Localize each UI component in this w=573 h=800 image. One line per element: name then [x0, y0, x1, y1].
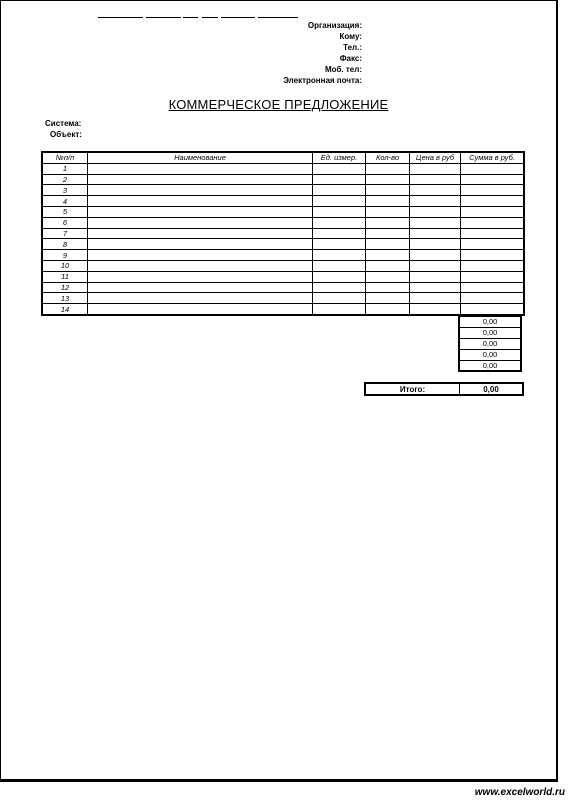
table-row [42, 271, 524, 282]
table-cell [366, 185, 410, 196]
table-row [42, 228, 524, 239]
table-cell [410, 271, 461, 282]
table-cell [366, 260, 410, 271]
table-cell [461, 271, 525, 282]
table-row [42, 206, 524, 217]
subtotal-row [459, 360, 521, 371]
table-cell [461, 293, 525, 304]
table-cell [461, 217, 525, 228]
table-cell [410, 196, 461, 207]
table-cell [461, 206, 525, 217]
table-cell [88, 196, 313, 207]
table-cell [366, 239, 410, 250]
recipient-label: Кому: [339, 32, 362, 41]
table-cell [88, 271, 313, 282]
column-header: Сумма в руб. [461, 152, 525, 163]
column-header: Цена в руб [410, 152, 461, 163]
table-cell [461, 228, 525, 239]
subtotal-cell: 0,00 [459, 338, 521, 349]
table-cell [461, 282, 525, 293]
table-cell [313, 304, 366, 315]
table-cell [313, 196, 366, 207]
table-row [42, 282, 524, 293]
table-cell [88, 304, 313, 315]
table-cell [88, 206, 313, 217]
row-number: 3 [42, 185, 88, 196]
table-cell [410, 185, 461, 196]
subtotal-row [459, 316, 521, 327]
signature-line [258, 17, 298, 18]
mobile-label: Моб. тел: [324, 65, 362, 74]
table-cell [366, 174, 410, 185]
table-cell [313, 228, 366, 239]
table-cell [410, 250, 461, 261]
table-row [42, 174, 524, 185]
table-cell [88, 217, 313, 228]
table-cell [88, 174, 313, 185]
table-row [42, 163, 524, 174]
subtotals-table [458, 315, 522, 372]
table-cell [88, 250, 313, 261]
row-number: 7 [42, 228, 88, 239]
table-row [42, 239, 524, 250]
table-row [42, 196, 524, 207]
table-cell [366, 217, 410, 228]
subtotal-cell: 0,00 [459, 316, 521, 327]
total-table [364, 382, 524, 396]
organization-label: Организация: [307, 21, 362, 30]
system-label: Система: [45, 119, 82, 128]
table-header-row [42, 152, 524, 163]
row-number: 11 [42, 271, 88, 282]
table-cell [366, 293, 410, 304]
table-cell [410, 304, 461, 315]
table-cell [410, 217, 461, 228]
table-cell [461, 174, 525, 185]
signature-line [98, 17, 143, 18]
table-cell [313, 271, 366, 282]
table-cell [410, 228, 461, 239]
table-cell [88, 260, 313, 271]
table-cell [313, 250, 366, 261]
table-row [42, 304, 524, 315]
column-header: Ед. измер. [313, 152, 366, 163]
row-number: 12 [42, 282, 88, 293]
table-cell [88, 163, 313, 174]
row-number: 2 [42, 174, 88, 185]
signature-line [202, 17, 218, 18]
table-cell [88, 293, 313, 304]
table-cell [366, 163, 410, 174]
table-cell [366, 271, 410, 282]
subtotal-row [459, 349, 521, 360]
table-cell [313, 282, 366, 293]
table-cell [366, 206, 410, 217]
table-cell [461, 163, 525, 174]
table-cell [313, 206, 366, 217]
table-cell [461, 239, 525, 250]
table-cell [410, 206, 461, 217]
table-cell [461, 196, 525, 207]
table-row [42, 250, 524, 261]
table-cell [88, 239, 313, 250]
column-header: Наименование [88, 152, 313, 163]
row-number: 8 [42, 239, 88, 250]
table-cell [313, 239, 366, 250]
table-cell [461, 260, 525, 271]
subtotal-cell: 0,00 [459, 349, 521, 360]
phone-label: Тел.: [343, 43, 362, 52]
fax-label: Факс: [339, 54, 362, 63]
table-cell [410, 239, 461, 250]
table-cell [366, 250, 410, 261]
subtotal-row [459, 327, 521, 338]
table-cell [313, 163, 366, 174]
table-row [42, 217, 524, 228]
table-cell [410, 293, 461, 304]
subtotal-cell: 0,00 [459, 327, 521, 338]
row-number: 1 [42, 163, 88, 174]
signature-line [183, 17, 198, 18]
subtotal-row [459, 338, 521, 349]
table-cell [410, 260, 461, 271]
table-cell [366, 196, 410, 207]
subtotal-cell: 0,00 [459, 360, 521, 371]
row-number: 5 [42, 206, 88, 217]
table-cell [461, 185, 525, 196]
column-header: №п/п [42, 152, 88, 163]
table-cell [313, 174, 366, 185]
table-cell [366, 304, 410, 315]
table-row [42, 260, 524, 271]
table-row [42, 185, 524, 196]
table-cell [88, 228, 313, 239]
table-cell [410, 282, 461, 293]
table-cell [313, 293, 366, 304]
items-table [41, 151, 525, 316]
row-number: 10 [42, 260, 88, 271]
table-cell [461, 304, 525, 315]
table-cell [313, 217, 366, 228]
table-row [42, 293, 524, 304]
total-value: 0,00 [460, 383, 524, 395]
document-title: КОММЕРЧЕСКОЕ ПРЕДЛОЖЕНИЕ [168, 97, 389, 112]
table-cell [366, 282, 410, 293]
table-cell [410, 163, 461, 174]
column-header: Кол-во [366, 152, 410, 163]
table-cell [313, 185, 366, 196]
total-row [365, 383, 523, 395]
row-number: 14 [42, 304, 88, 315]
table-cell [88, 282, 313, 293]
row-number: 6 [42, 217, 88, 228]
total-label: Итого: [365, 383, 460, 395]
row-number: 9 [42, 250, 88, 261]
table-cell [366, 228, 410, 239]
row-number: 13 [42, 293, 88, 304]
signature-line [221, 17, 255, 18]
table-cell [461, 250, 525, 261]
object-label: Объект: [50, 130, 82, 139]
table-cell [88, 185, 313, 196]
email-label: Электронная почта: [283, 76, 362, 85]
row-number: 4 [42, 196, 88, 207]
table-cell [313, 260, 366, 271]
watermark: www.excelworld.ru [474, 787, 565, 798]
table-cell [410, 174, 461, 185]
signature-line [146, 17, 181, 18]
